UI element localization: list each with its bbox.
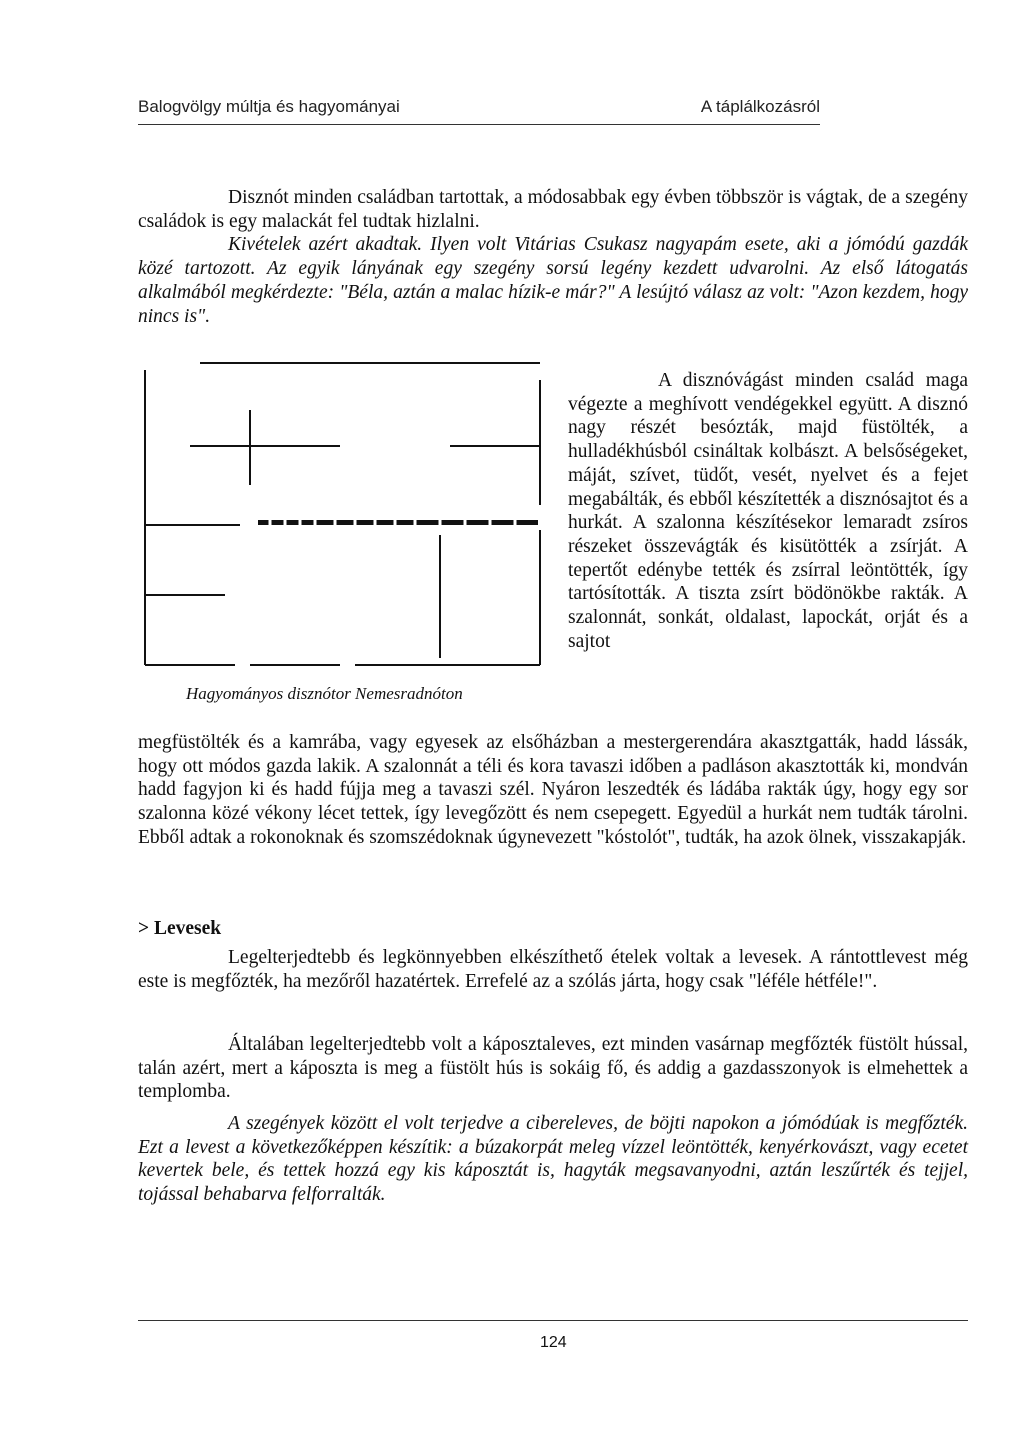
soup-paragraph-3: A szegények között el volt terjedve a cibereleves, de böjti napokon a jómódúak is megfőzték. Ezt a levest a következőképpen készítik: a búzakorpát meleg vízzel leöntötték, kenyérkovászt, vagy ecetet kevertek bele, és tettek hozzá egy kis káposztát is, hagyták megsavanyodni, aztán leszűrték és tejjel, tojással behabarva felforralták.	[138, 1113, 968, 1206]
continuation-paragraph: megfüstölték és a kamrába, vagy egyesek az elsőházban a mestergerendára akasztgatták, hadd lássák, hogy ott módos gazda lakik. A szalonnát a téli és kora tavaszi időben a padláson akasztották ki, mondván hadd fagyjon ki és hadd fújja meg a tavaszi szél. Nyáron leszedték és ládába rakták úgy, hogy egy sor szalonna közé vékony lécet tettek, így levegőzött és nem csepegett. Egyedül a hurkát nem tudták tárolni. Ebből adtak a rokonoknak és szomszédoknak úgynevezett "kóstolót", tudták, ha azok ölnek, visszakapják.	[138, 732, 968, 848]
header-book-title: Balogvölgy múltja és hagyományai	[138, 97, 400, 116]
intro-text: Disznót minden családban tartottak, a módosabbak egy évben többször is vágtak, de a szegény családok is egy malackát fel tudtak hizlalni.	[138, 187, 968, 232]
intro-anecdote: Kivételek azért akadtak. Ilyen volt Vitárias Csukasz nagyapám esete, aki a jómódú gazdák közé tartozott. Az egyik lányának egy szegény sorsú legény kezdett udvarolni. Az első látogatás alkalmából megkérdezte: "Béla, aztán a malac hízik-e már?" A lesújtó válasz az volt: "Azon kezdem, hogy nincs is".	[138, 234, 968, 327]
figure-image	[140, 360, 550, 672]
intro-paragraph	[138, 186, 968, 328]
header-chapter-title: A táplálkozásról	[700, 97, 820, 116]
section-heading: > Levesek	[138, 918, 222, 939]
soup-paragraph-1: Legelterjedtebb és legkönnyebben elkészíthető ételek voltak a levesek. A rántottlevest még este is megfőzték, ha mezőről hazatértek. Errefelé az a szólás járta, hogy csak "léféle hétféle!".	[138, 947, 968, 992]
side-paragraph-text: A disznóvágást minden család maga végezte a meghívott vendégekkel együtt. A disznó nagy részét besózták, majd füstölték, a hulladékhúsból csináltak kolbászt. A belsőségeket, máját, szívet, tüdőt, vesét, nyelvet és a fejet megabálták, és ebből készítették a disznósajtot és a hurkát. A szalonna készítésekor lemaradt zsíros részeket összevágták és kisütötték a zsírját. A tepertőt edénybe tették és zsírral leöntötték, így tartósították. A tiszta zsírt bödönökbe rakták. A szalonnát, sonkát, oldalast, lapockát, orját és a sajtot	[568, 370, 968, 652]
header-rule	[138, 124, 820, 125]
footer-rule	[138, 1320, 968, 1321]
page-number: 124	[540, 1334, 567, 1351]
side-paragraph	[568, 369, 968, 653]
soup-paragraph-2: Általában legelterjedtebb volt a káposztaleves, ezt minden vasárnap megfőzték füstölt hússal, talán azért, mert a káposzta is meg a füstölt hús is sokáig fő, és addig a gazdasszonyok is elmehettek a templomba.	[138, 1034, 968, 1103]
running-header	[138, 97, 820, 123]
figure-caption: Hagyományos disznótor Nemesradnóton	[186, 684, 463, 703]
